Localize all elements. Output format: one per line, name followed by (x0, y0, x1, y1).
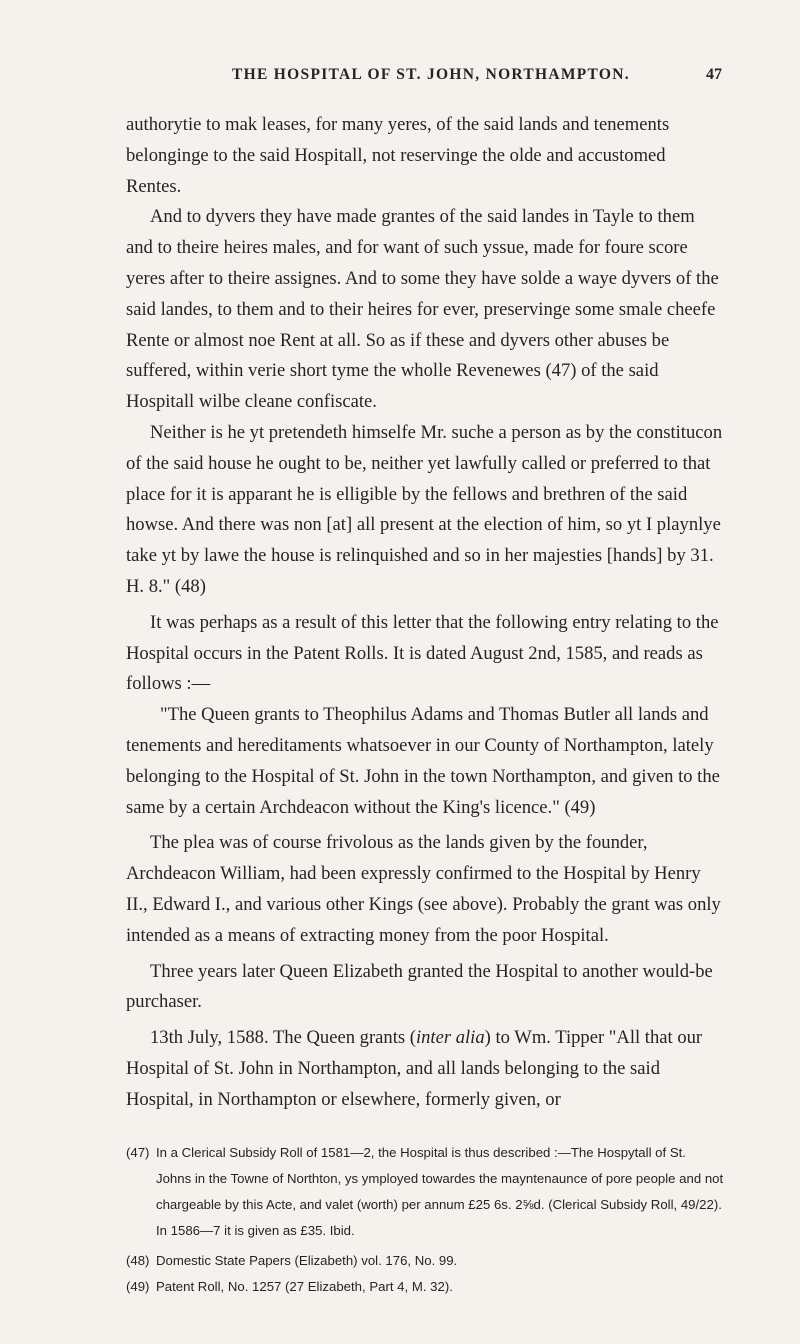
paragraph-3: Neither is he yt pretendeth himselfe Mr. suche a person as by the constitucon of the said house he ought to be, neither yet lawfully called or preferred to that place for it is apparant he is elligible by the fellows and brethren of the said howse. And there was non [at] all present at the election of him, so yt I playnlye take yt by lawe the house is relinquished and so in her majesties [hands] by 31. H. 8." (48) (126, 421, 723, 597)
running-head (0, 66, 800, 90)
paragraph-8 (126, 1023, 724, 1115)
footnote-text: In a Clerical Subsidy Roll of 1581—2, the Hospital is thus described :—The Hospytall of St. Johns in the Towne of Northton, ys ymployed towardes the mayntenaunce of pore people and not chargeable by this Acte, and valet (worth) per annum £25 6s. 2⅝d. (Clerical Subsidy Roll, 49/22). In 1586—7 it is given as £35. Ibid. (156, 1145, 724, 1238)
page-number: 47 (706, 66, 722, 83)
footnote-text: Domestic State Papers (Elizabeth) vol. 176, No. 99. (156, 1253, 458, 1268)
footnotes (126, 1140, 724, 1300)
body-text (126, 110, 724, 1116)
paragraph-4: It was perhaps as a result of this letter that the following entry relating to the Hospital occurs in the Patent Rolls. It is dated August 2nd, 1585, and reads as follows :— (126, 611, 719, 695)
footnote-text: Patent Roll, No. 1257 (27 Elizabeth, Part 4, M. 32). (156, 1279, 453, 1294)
paragraph-1: authorytie to mak leases, for many yeres, of the said lands and tenements belonginge to the said Hospitall, not reservinge the olde and accustomed Rentes. (126, 114, 670, 197)
footnote-number: (48) (126, 1253, 150, 1268)
paragraph-8-before: 13th July, 1588. The Queen grants ( (150, 1027, 416, 1049)
footnote-49 (126, 1274, 724, 1300)
paragraph-7: Three years later Queen Elizabeth granted the Hospital to another would-be purchaser. (126, 960, 713, 1013)
paragraph-5-quote: "The Queen grants to Theophilus Adams and Thomas Butler all lands and tenements and hereditaments whatsoever in our County of Northampton, lately belonging to the Hospital of St. John in the town Northampton, and given to the same by a certain Archdeacon without the King's licence." (49) (126, 704, 720, 818)
paragraph-8-after: ) to Wm. Tipper "All that our Hospital of St. John in Northampton, and all lands belonging to the said Hospital, in Northampton or elsewhere, formerly given, or (126, 1027, 703, 1110)
running-title: THE HOSPITAL OF ST. JOHN, NORTHAMPTON. (232, 66, 630, 83)
paragraph-2: And to dyvers they have made grantes of the said landes in Tayle to them and to theire heires males, and for want of such yssue, made for foure score yeres after to theire assignes. And to some they have solde a waye dyvers of the said landes, to them and to their heires for ever, preservinge some smale cheefe Rente or almost noe Rent at all. So as if these and dyvers other abuses be suffered, within verie short tyme the wholle Revenewes (47) of the said Hospitall wilbe cleane confiscate. (126, 206, 719, 413)
footnote-number: (49) (126, 1279, 150, 1294)
paragraph-8-italic: inter alia (415, 1027, 485, 1049)
paragraph-6: The plea was of course frivolous as the lands given by the founder, Archdeacon William, had been expressly confirmed to the Hospital by Henry II., Edward I., and various other Kings (see above). Probably the grant was only intended as a means of extracting money from the poor Hospital. (126, 832, 721, 946)
footnote-number: (47) (126, 1145, 150, 1160)
footnote-47 (126, 1140, 724, 1244)
footnote-48 (126, 1248, 724, 1274)
